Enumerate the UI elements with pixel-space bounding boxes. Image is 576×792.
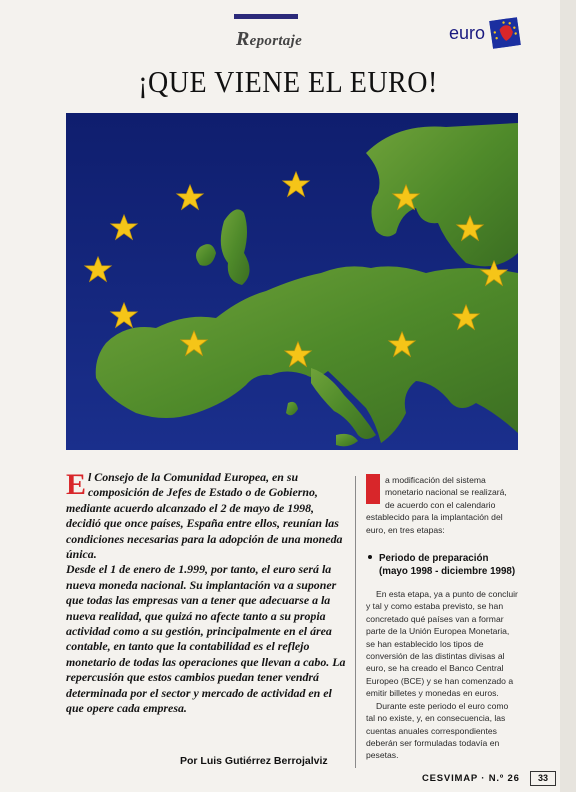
section-label-initial: R <box>236 28 250 50</box>
euro-flag-icon <box>489 17 521 49</box>
body-paragraph-3: Durante este periodo el euro como tal no existe, y, en consecuencia, las cuentas anuales correspondientes deberán ser formuladas todavía en pesetas. <box>366 700 509 761</box>
column-divider <box>355 476 356 768</box>
section-rule <box>234 14 298 19</box>
body-paragraph-1-text: a modificación del sistema monetario nacional se realizará, de acuerdo con el calendario establecido para la implantación del euro, en tres etapas: <box>366 475 507 535</box>
section-label-rest: eportaje <box>249 33 303 49</box>
section-label <box>236 28 302 51</box>
lead-paragraph-1-text: l Consejo de la Comunidad Europea, en su composición de Jefes de Estado o de Gobierno, mediante acuerdo alcanzado el 2 de mayo de 1998, decidió que once países, España entre ellos, reunían las condiciones necesarias para la adopción de una moneda única. <box>66 470 343 562</box>
body-paragraph-2: En esta etapa, ya a punto de concluir y tal y como estaba previsto, se han concretado qué países van a formar parte de la Unión Europea Monetaria, se han establecido los tipos de conversión de las distintas divisas al euro, se ha creado el Banco Central Europeo (BCE) y se han comenzado a emitir billetes y monedas en euros. <box>366 589 518 699</box>
bullet-dot-icon <box>368 555 372 559</box>
bullet-title: Periodo de preparación <box>379 553 489 565</box>
lead-paragraph-2: Desde el 1 de enero de 1.999, por tanto, el euro será la nueva moneda nacional. Su implantación va a suponer que todas las empresas van a tener que adecuarse a la nueva realidad, que quizá no afecte tanto a su propia actividad como a su gestión, principalmente en el área contable, en tanto que la contabilidad es el reflejo monetario de todas las operaciones que llevan a cabo. La repercusión que estos cambios puedan tener vendrá determinada por el sector y mercado de actividad en el que opere cada empresa. <box>66 562 346 716</box>
magazine-footer: CESVIMAP · N.º 26 <box>422 773 520 784</box>
body-paragraph-1 <box>366 474 518 536</box>
lead-paragraph-1 <box>66 470 348 562</box>
bullet-subtitle: (mayo 1998 - diciembre 1998) <box>379 566 516 578</box>
author-byline: Por Luis Gutiérrez Berrojalviz <box>180 755 328 767</box>
euro-logo <box>449 19 519 47</box>
article-body-column <box>366 474 518 762</box>
euro-logo-text: euro <box>449 22 486 43</box>
article-lead <box>66 470 348 717</box>
bullet-item <box>366 552 518 578</box>
page-edge-shadow <box>560 0 576 792</box>
europe-map-image <box>66 113 518 450</box>
article-title: ¡QUE VIENE EL EURO! <box>138 65 438 100</box>
body-drop-cap <box>366 474 380 504</box>
page-number: 33 <box>530 771 556 786</box>
lead-drop-cap: E <box>66 468 87 501</box>
